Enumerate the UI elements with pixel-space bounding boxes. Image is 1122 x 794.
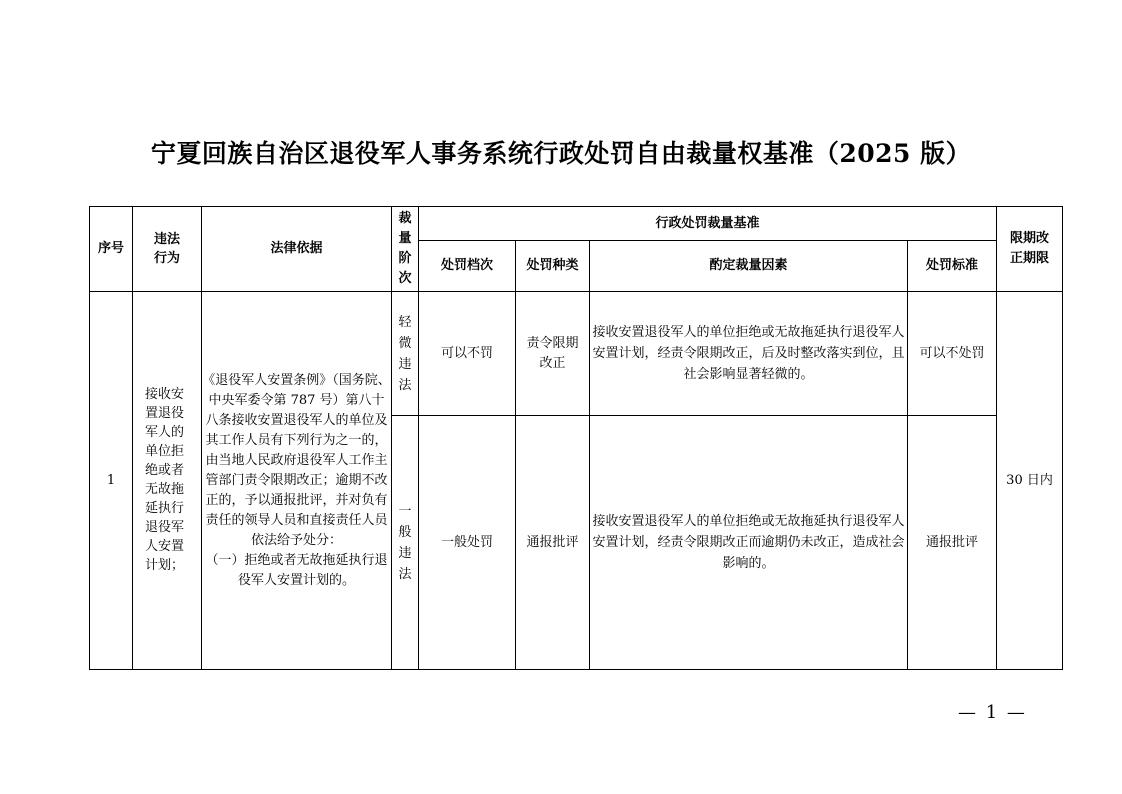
header-standard-group: 行政处罚裁量基准 (419, 207, 997, 241)
header-penalty-grade: 处罚档次 (419, 241, 516, 292)
cell-level-general: 一般违法 (392, 416, 419, 670)
table-row (90, 292, 1063, 416)
header-penalty-standard: 处罚标准 (908, 241, 997, 292)
page-title: 宁夏回族自治区退役军人事务系统行政处罚自由裁量权基准（2025 版） (150, 139, 972, 168)
cell-violation: 接收安置退役军人的单位拒绝或者无故拖延执行退役军人安置计划； (133, 292, 202, 670)
header-violation: 违法 行为 (133, 207, 202, 292)
cell-factors-general: 接收安置退役军人的单位拒绝或无故拖延执行退役军人安置计划，经责令限期改正而逾期仍未改正，造成社会影响的。 (590, 416, 908, 670)
cell-factors-minor: 接收安置退役军人的单位拒绝或无故拖延执行退役军人安置计划，经责令限期改正，后及时整改落实到位，且社会影响显著轻微的。 (590, 292, 908, 416)
cell-legal-basis: 《退役军人安置条例》（国务院、中央军委令第 787 号）第八十八条接收安置退役军人的单位及其工作人员有下列行为之一的，由当地人民政府退役军人工作主管部门责令限期改正；逾期不改正的，予以通报批评，并对负有责任的领导人员和直接责任人员依法给予处分： （一）拒绝或者无故拖延执行退役军人安置计划的。 (202, 292, 392, 670)
cell-penalty-type-minor: 责令限期改正 (516, 292, 590, 416)
cell-seq: 1 (90, 292, 133, 670)
header-level: 裁量阶次 (392, 207, 419, 292)
header-seq: 序号 (90, 207, 133, 292)
cell-penalty-standard-general: 通报批评 (908, 416, 997, 670)
header-factors: 酌定裁量因素 (590, 241, 908, 292)
cell-penalty-standard-minor: 可以不处罚 (908, 292, 997, 416)
cell-penalty-grade-minor: 可以不罚 (419, 292, 516, 416)
header-deadline: 限期改 正期限 (997, 207, 1063, 292)
header-penalty-type: 处罚种类 (516, 241, 590, 292)
cell-penalty-grade-general: 一般处罚 (419, 416, 516, 670)
discretion-standard-table (89, 206, 1063, 670)
cell-penalty-type-general: 通报批评 (516, 416, 590, 670)
header-legal-basis: 法律依据 (202, 207, 392, 292)
cell-deadline: 30 日内 (997, 292, 1063, 670)
page-number: — 1 — (958, 702, 1027, 723)
cell-level-minor: 轻微违法 (392, 292, 419, 416)
